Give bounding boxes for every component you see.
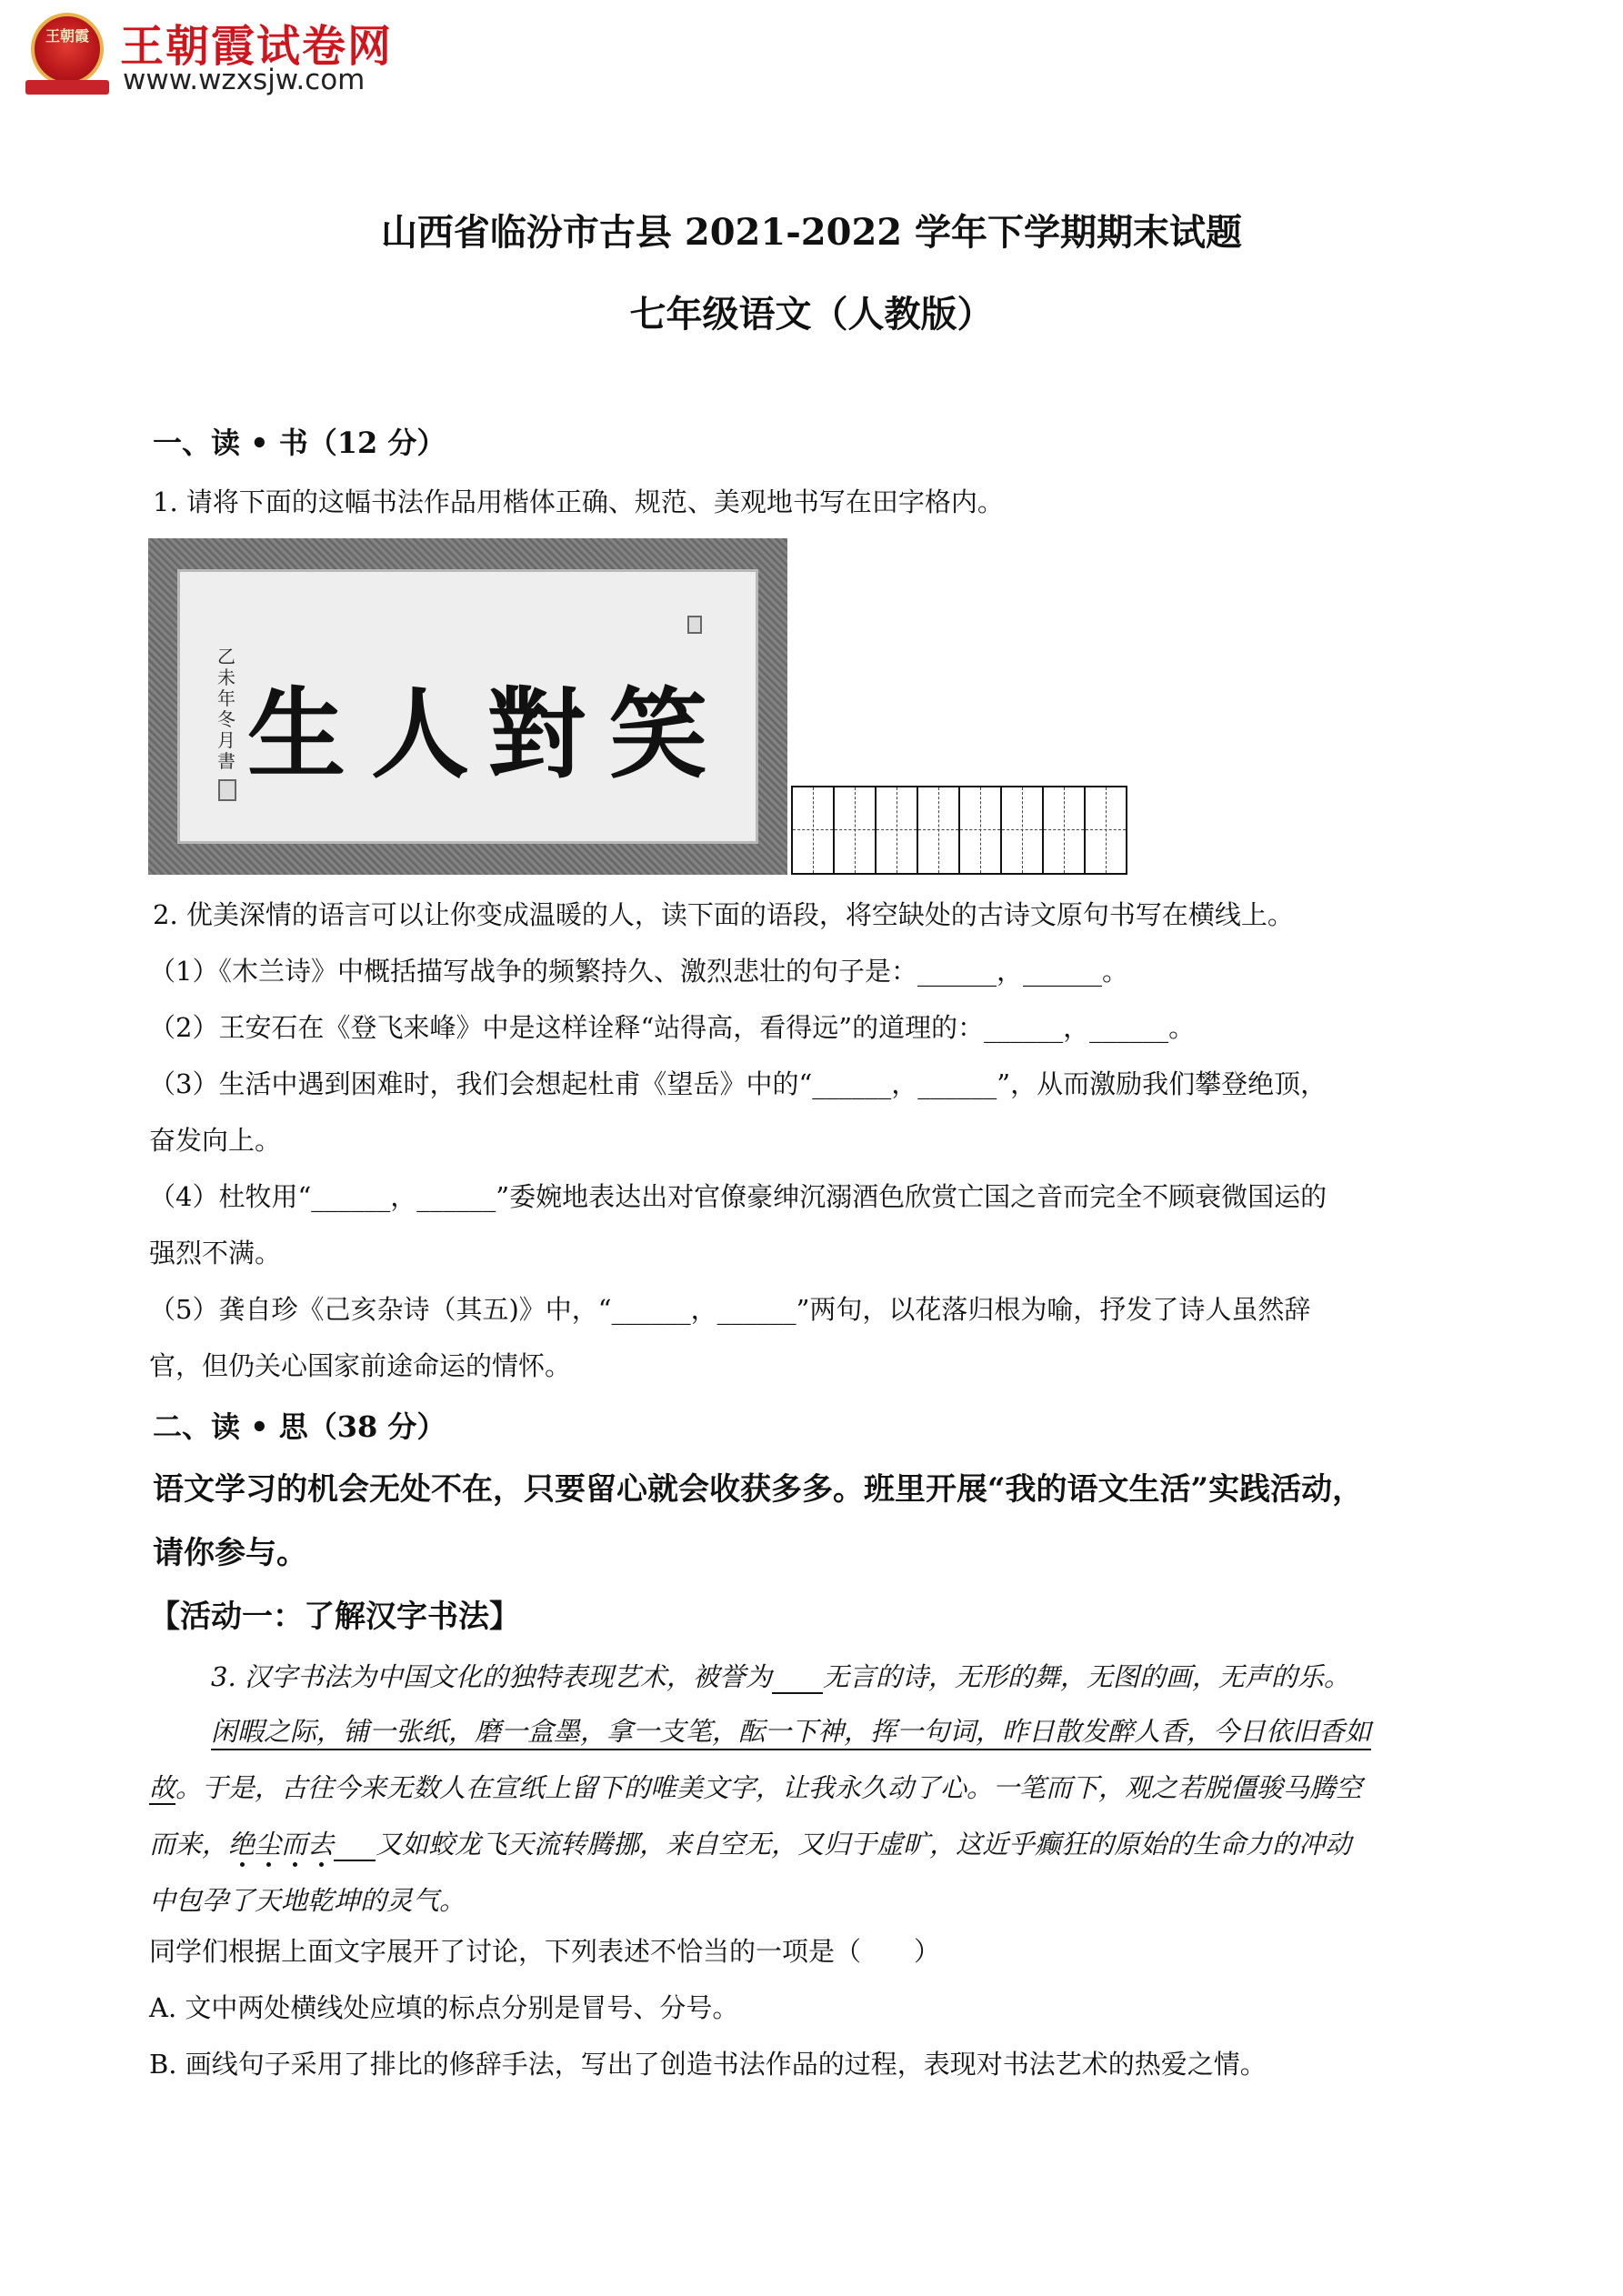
question-2-5-cont: 官，但仍关心国家前途命运的情怀。 — [149, 1350, 572, 1381]
question-1: 1. 请将下面的这幅书法作品用楷体正确、规范、美观地书写在田字格内。 — [153, 486, 1004, 517]
calligraphy-signature: 乙未年冬月書 — [217, 646, 235, 772]
question-3-text-c: 。于是，古往今来无数人在宣纸上留下的唯美文字，让我永久动了心。一笔而下，观之若脱僵骏马腾空 — [175, 1772, 1363, 1803]
calligraphy-char-3: 對 — [487, 677, 586, 792]
question-3-text-b: 无言的诗，无形的舞，无图的画，无声的乐。 — [822, 1661, 1350, 1692]
calligraphy-char-4: 笑 — [609, 677, 708, 792]
grid-cell[interactable] — [960, 787, 1002, 873]
brand-name: 王朝霞试卷网 — [120, 21, 394, 72]
question-3-text-e: 又如蛟龙飞天流转腾挪，来自空无，又归于虚旷，这近乎癫狂的原始的生命力的冲动 — [376, 1829, 1352, 1860]
calligraphy-char-2: 人 — [371, 677, 470, 792]
grid-cell[interactable] — [793, 787, 835, 873]
calligraphy-char-1: 生 — [247, 677, 346, 792]
document-title: 山西省临汾市古县 2021-2022 学年下学期期末试题 — [380, 211, 1243, 254]
underlined-sentence-end: 故 — [149, 1772, 176, 1803]
logo-text: 王朝霞 — [45, 27, 89, 45]
question-3-text-a: 3. 汉字书法为中国文化的独特表现艺术，被誉为 — [211, 1661, 772, 1692]
question-2-3: （3）生活中遇到困难时，我们会想起杜甫《望岳》中的“______，______”，从而激励我们攀登绝顶， — [149, 1068, 1327, 1099]
question-2-1: （1）《木兰诗》中概括描写战争的频繁持久、激烈悲壮的句子是：______，______。 — [149, 956, 1128, 987]
question-3-line-5: 中包孕了天地乾坤的灵气。 — [149, 1885, 466, 1916]
section-2-intro: 语文学习的机会无处不在，只要留心就会收获多多。班里开展“我的语文生活”实践活动， — [153, 1471, 1364, 1508]
brand-url[interactable]: www.wzxsjw.com — [123, 64, 366, 96]
grid-cell[interactable] — [918, 787, 960, 873]
seal-stamp-small — [687, 616, 702, 634]
emphasis-char: 尘 — [255, 1829, 282, 1860]
question-3-line-3 — [149, 1768, 1362, 1805]
blank-1[interactable] — [772, 1661, 823, 1694]
emphasis-char: 去 — [307, 1829, 335, 1860]
grid-cell[interactable] — [1002, 787, 1044, 873]
grid-cell[interactable] — [835, 787, 877, 873]
brand-logo-badge — [31, 13, 104, 85]
option-a[interactable]: A. 文中两处横线处应填的标点分别是冒号、分号。 — [149, 1992, 739, 2023]
question-3-text-d: 而来， — [149, 1829, 229, 1860]
calligraphy-paper — [177, 569, 758, 844]
activity-1-heading: 【活动一：了解汉字书法】 — [149, 1599, 520, 1635]
question-2-2: （2）王安石在《登飞来峰》中是这样诠释“站得高，看得远”的道理的：______，______。 — [149, 1012, 1196, 1043]
section-heading-2: 二、读 • 思（38 分） — [153, 1409, 446, 1444]
grid-cell[interactable] — [1044, 787, 1086, 873]
emphasis-char: 绝 — [228, 1829, 255, 1860]
option-b[interactable]: B. 画线句子采用了排比的修辞手法，写出了创造书法作品的过程，表现对书法艺术的热爱之情。 — [149, 2049, 1267, 2080]
document-subtitle: 七年级语文（人教版） — [629, 293, 994, 336]
question-2-4-cont: 强烈不满。 — [149, 1238, 282, 1268]
calligraphy-image — [148, 538, 787, 875]
question-3-prompt: 同学们根据上面文字展开了讨论，下列表述不恰当的一项是（ ） — [149, 1936, 941, 1967]
question-3-line-4 — [149, 1824, 1351, 1861]
blank-2[interactable] — [334, 1829, 376, 1861]
dotted-word — [228, 1829, 334, 1860]
grid-cell[interactable] — [1086, 787, 1127, 873]
seal-stamp — [218, 779, 236, 801]
section-2-intro-cont: 请你参与。 — [153, 1535, 307, 1571]
question-3-line-1 — [211, 1657, 1350, 1694]
section-heading-1: 一、读 • 书（12 分） — [153, 426, 446, 460]
emphasis-char: 而 — [281, 1829, 308, 1860]
question-2-4: （4）杜牧用“______，______”委婉地表达出对官僚豪绅沉溺酒色欣赏亡国之音而完全不顾衰微国运的 — [149, 1181, 1327, 1212]
question-2-intro: 2. 优美深情的语言可以让你变成温暖的人，读下面的语段，将空缺处的古诗文原句书写在横线上。 — [153, 899, 1294, 930]
tian-zi-grid[interactable] — [791, 786, 1127, 875]
question-2-3-cont: 奋发向上。 — [149, 1125, 282, 1156]
logo-ribbon — [25, 80, 109, 95]
question-2-5: （5）龚自珍《己亥杂诗（其五)》中，“______，______”两句，以花落归根为喻，抒发了诗人虽然辞 — [149, 1294, 1311, 1325]
underlined-sentence: 闲暇之际，铺一张纸，磨一盒墨，拿一支笔，酝一下神，挥一句词，昨日散发醉人香，今日依旧香如 — [211, 1711, 1371, 1750]
grid-cell[interactable] — [877, 787, 918, 873]
